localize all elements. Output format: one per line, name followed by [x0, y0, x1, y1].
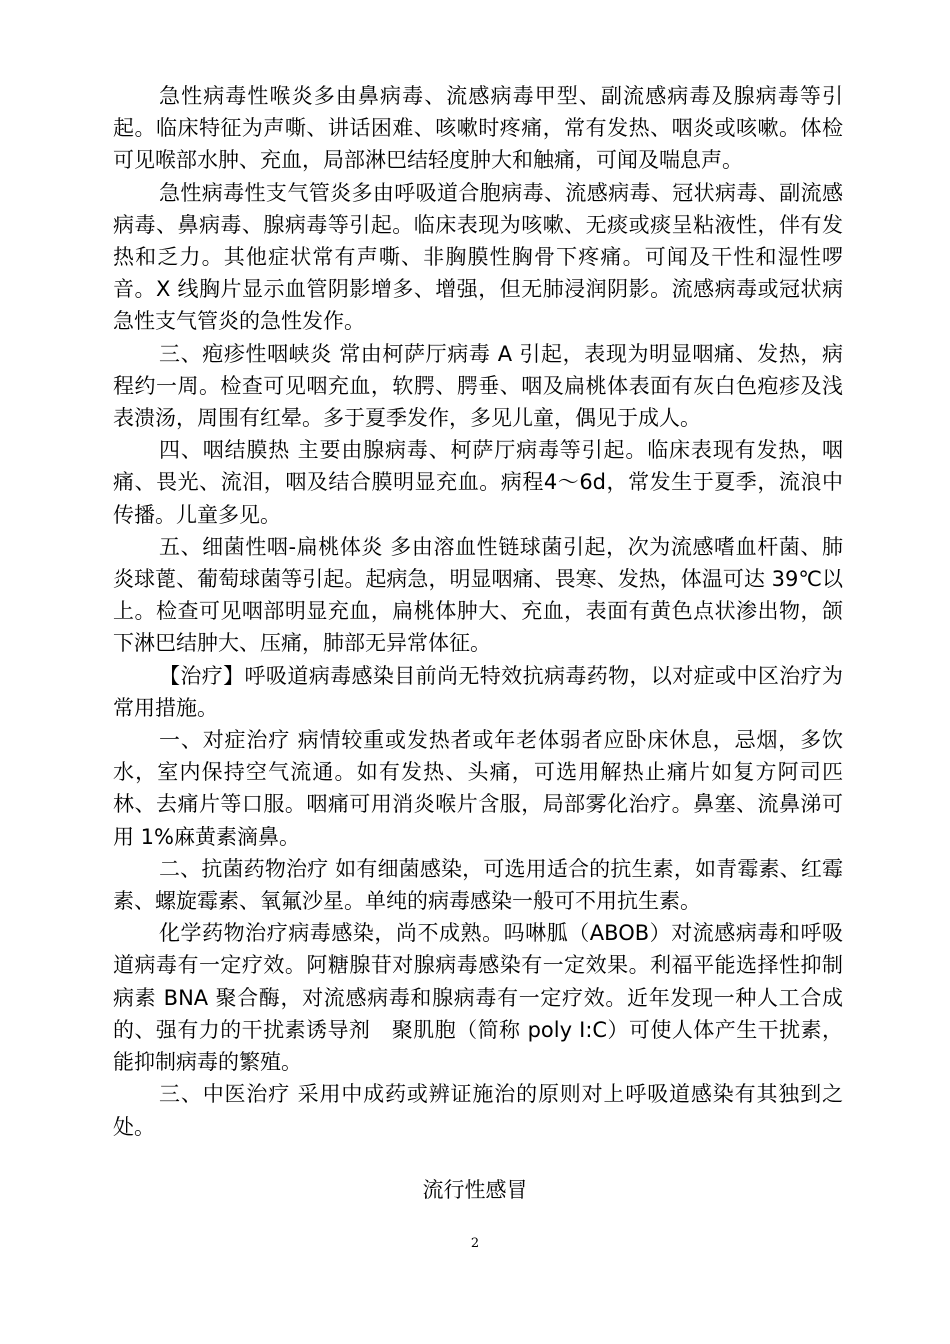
paragraph-bacterial-pharyngitis: 五、细菌性咽-扁桃体炎 多由溶血性链球菌引起，次为流感嗜血杆菌、肺炎球蓖、葡萄球菌等引起。起病急，明显咽痛、畏寒、发热，体温可达 39℃以上。检查可见咽部明显充血，扁桃体肿大、充血，表面有黄色点状渗出物，颌下淋巴结肿大、压痛，肺部无异常体征。	[113, 534, 843, 656]
paragraph-pharyngoconjunctival-fever: 四、咽结膜热 主要由腺病毒、柯萨厅病毒等引起。临床表现有发热，咽痛、畏光、流泪，咽及结合膜明显充血。病程4～6d，常发生于夏季，流浪中传播。儿童多见。	[113, 438, 843, 527]
page-number: 2	[470, 1236, 480, 1251]
paragraph-symptomatic-treatment: 一、对症治疗 病情较重或发热者或年老体弱者应卧床休息，忌烟，多饮水，室内保持空气流通。如有发热、头痛，可选用解热止痛片如复方阿司匹林、去痛片等口服。咽痛可用消炎喉片含服，局部雾化治疗。鼻塞、流鼻涕可用 1%麻黄素滴鼻。	[113, 728, 843, 849]
paragraph-chemical-drug-treatment: 化学药物治疗病毒感染，尚不成熟。吗啉胍（ABOB）对流感病毒和呼吸道病毒有一定疗效。阿糖腺苷对腺病毒感染有一定效果。利福平能选择性抑制病素 BNA 聚合酶，对流感病毒和腺病毒有一定疗效。近年发现一种人工合成的、强有力的干扰素诱导剂 聚肌胞（简称 poly I:C）可使人体产生干扰素，能抑制病毒的繁殖。	[113, 921, 843, 1075]
document-body	[113, 80, 843, 1143]
paragraph-herpangina: 三、疱疹性咽峡炎 常由柯萨厅病毒 A 引起，表现为明显咽痛、发热，病程约一周。检查可见咽充血，软腭、腭垂、咽及扁桃体表面有灰白色疱疹及浅表溃汤，周围有红晕。多于夏季发作，多见儿童，偶见于成人。	[113, 341, 843, 431]
section-title: 流行性感冒	[422, 1178, 528, 1202]
paragraph-viral-bronchitis: 急性病毒性支气管炎多由呼吸道合胞病毒、流感病毒、冠状病毒、副流感病毒、鼻病毒、腺病毒等引起。临床表现为咳嗽、无痰或痰呈粘液性，伴有发热和乏力。其他症状常有声嘶、非胸膜性胸骨下疼痛。可闻及干性和湿性啰音。X 线胸片显示血管阴影增多、增强，但无肺浸润阴影。流感病毒或冠状病急性支气管炎的急性发作。	[113, 180, 843, 334]
paragraph-viral-laryngitis: 急性病毒性喉炎多由鼻病毒、流感病毒甲型、副流感病毒及腺病毒等引起。临床特征为声嘶、讲话困难、咳嗽时疼痛，常有发热、咽炎或咳嗽。体检可见喉部水肿、充血，局部淋巴结轻度肿大和触痛，可闻及喘息声。	[113, 84, 843, 173]
paragraph-tcm-treatment: 三、中医治疗 采用中成药或辨证施治的原则对上呼吸道感染有其独到之处。	[113, 1082, 843, 1139]
paragraph-antibacterial-treatment: 二、抗菌药物治疗 如有细菌感染，可选用适合的抗生素，如青霉素、红霉素、螺旋霉素、氧氟沙星。单纯的病毒感染一般可不用抗生素。	[113, 856, 843, 914]
paragraph-treatment-intro: 【治疗】呼吸道病毒感染目前尚无特效抗病毒药物，以对症或中区治疗为常用措施。	[113, 663, 843, 720]
